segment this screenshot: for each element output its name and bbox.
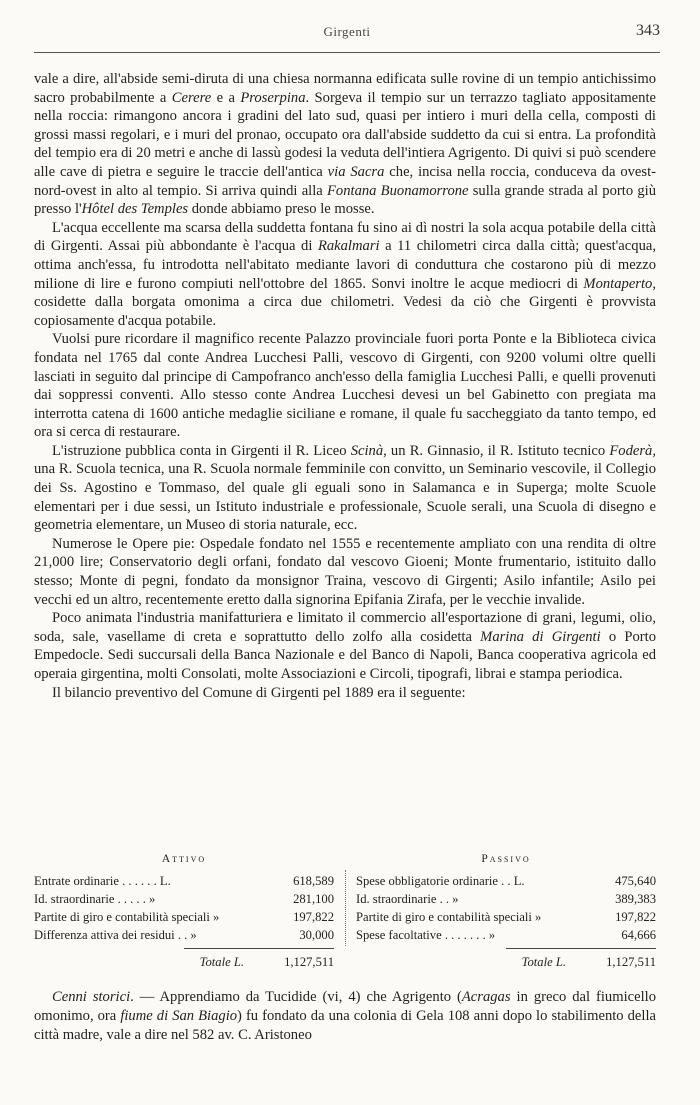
cenni-storici-section <box>34 988 656 1045</box>
text-run: o Porto Empedocle. Sedi succursali della Banca Nazionale e del Banco di Napoli, Banca cooperativa agricola ed operaia girgentina, molti Consolati, molte Associazioni e Circoli, tipografi, librai e stampa periodica. <box>34 628 657 682</box>
paragraph <box>34 330 656 442</box>
text-run: donde abbiamo preso le mosse. <box>188 201 375 218</box>
text-run: ) fu fondato da una colonia di Gela 108 anni dopo lo stabilimento della città madre, vale a dire nel 582 av. C. Aristoneo <box>34 1008 656 1043</box>
italic-text-run: via Sacra <box>327 163 385 180</box>
italic-text-run: Foderà <box>609 442 653 459</box>
budget-passivo-column <box>356 850 656 973</box>
paragraph <box>34 535 656 609</box>
italic-text-run: Proserpina <box>240 89 306 106</box>
text-run: , una R. Scuola tecnica, una R. Scuola normale femminile con convitto, un Seminario vescovile, il Collegio dei Ss. Agostino e Tommaso, del quale gli eguali sono in Salamanca e in Superga; molte Scuole elementari per i due sessi, un Istituto industriale e professionale, Scuole serali, una Scuola di disegno e geometria elementare, un Museo di storia naturale, ecc. <box>34 442 656 534</box>
paragraph <box>34 219 656 331</box>
italic-text-run: Cenni storici <box>52 989 131 1005</box>
budget-row <box>34 872 334 890</box>
text-run: Numerose le Opere pie: Ospedale fondato nel 1555 e recentemente ampliato con una rendita di oltre 21,000 lire; Conservatorio degli orfani, fondato dal vescovo Gioeni; Monte frumentario, istituito dallo stesso; Monte di pegni, fondato da monsignor Traina, vescovo di Girgenti; Asilo infantile; Asilo pei vecchi ed un altro, recentemente eretto dalla signorina Epifania Zirafa, per le vecchie invalide. <box>34 535 656 608</box>
budget-row-label: Differenza attiva dei residui . . » <box>34 928 197 942</box>
budget-passivo-heading: Passivo <box>481 853 531 865</box>
budget-row <box>356 872 656 890</box>
budget-column-divider <box>345 870 346 946</box>
budget-attivo-column <box>34 850 334 973</box>
budget-row-label: Entrate ordinarie . . . . . . L. <box>34 874 171 888</box>
text-run: . Sorgeva il tempio sur un terrazzo tagliato appositamente nella roccia: rimangono ancora i gradini del lato sud, quasi per intiero i muri della cella, composti di grossi massi regolari, e i muri del pronao, occupato ora dall'abside suddetto da cui si entra. La profondità del tempio era di 20 metri e anche di lassù godesi la veduta dell'intiera Agrigento. Di quivi si può scendere alle cave di pietra e seguire le traccie dell'antica <box>34 89 656 180</box>
budget-row-label: Id. straordinarie . . . . . » <box>34 892 156 906</box>
budget-total-rule <box>184 948 334 949</box>
budget-total-label: Totale L. <box>521 955 566 969</box>
budget-row <box>356 926 656 944</box>
cenni-storici-paragraph <box>34 988 656 1045</box>
paragraph <box>34 684 656 703</box>
text-run: L'acqua eccellente ma scarsa della suddetta fontana fu sino ai dì nostri la sola acqua potabile della città di Girgenti. Assai più abbondante è l'acqua di <box>34 219 656 255</box>
budget-row-label: Partite di giro e contabilità speciali » <box>356 910 542 924</box>
budget-row-amount: 64,666 <box>621 928 656 942</box>
text-run: e a <box>211 89 241 106</box>
budget-row-label: Spese facoltative . . . . . . . » <box>356 928 496 942</box>
text-run: in greco dal fiumicello omonimo, ora <box>34 989 656 1024</box>
budget-row-label: Partite di giro e contabilità speciali » <box>34 910 220 924</box>
budget-row <box>34 908 334 926</box>
text-run: vale a dire, all'abside semi-diruta di una chiesa normanna edificata sulle rovine di un tempio antichissimo sacro probabilmente a <box>34 71 656 106</box>
budget-row <box>34 890 334 908</box>
text-run: . — Apprendiamo da Tucidide (vi, 4) che Agrigento ( <box>130 989 462 1005</box>
budget-row-label: Spese obbligatorie ordinarie . . L. <box>356 874 525 888</box>
budget-row-amount: 197,822 <box>615 910 656 924</box>
budget-total-label: Totale L. <box>199 955 244 969</box>
body-text <box>34 70 656 702</box>
budget-total <box>356 953 656 973</box>
budget-total <box>34 953 334 973</box>
budget-attivo-heading: Attivo <box>161 853 207 865</box>
text-run: L'istruzione pubblica conta in Girgenti il R. Liceo <box>52 442 351 459</box>
budget-row-amount: 281,100 <box>293 892 334 906</box>
text-run: Poco animata l'industria manifatturiera e limitato il commercio all'esportazione di grani, legumi, olio, soda, sale, vasellame di creta e soprattutto dello zolfo alla cosidetta <box>34 610 656 645</box>
text-run: Vuolsi pure ricordare il magnifico recente Palazzo provinciale fuori porta Ponte e la Biblioteca civica fondata nel 1765 dal conte Andrea Lucchesi Palli, vescovo di Girgenti, con 9200 volumi oltre quelli lasciati in seguito dal principe di Campofranco anch'esso della famiglia Lucchesi Palli, e quelli provenuti dai soppressi conventi. Allo stesso conte Andrea Lucchesi devesi un bel Gabinetto con pregiata ma interrotta catena di 1600 antiche medaglie siciliane e romane, il quale fu saccheggiato da tanto tempo, ed ora si cerca di restaurare. <box>34 331 656 441</box>
paragraph <box>34 609 656 683</box>
budget-total-amount: 1,127,511 <box>606 955 656 969</box>
budget-total-rule <box>506 948 656 949</box>
italic-text-run: fiume di San Biagio <box>120 1008 238 1024</box>
paragraph <box>34 442 656 535</box>
paragraph <box>34 70 656 219</box>
italic-text-run: Acragas <box>461 989 511 1005</box>
text-run: che, incisa nella roccia, conduceva da ovest-nord-ovest in alto al tempio. Si arriva quindi alla <box>34 163 656 199</box>
budget-row <box>356 908 656 926</box>
text-run: a 11 chilometri circa dalla città; quest'acqua, ottima anch'essa, fu introdotta nell'abitato mediante lavori di conduttura che costarono più di mezzo milione di lire e furono compiuti nell'ottobre del 1865. Sonvi inoltre le acque mediocri di <box>34 238 656 292</box>
running-header <box>34 22 660 53</box>
italic-text-run: Fontana Buonamorrone <box>327 182 469 199</box>
italic-text-run: Hôtel des Temples <box>81 201 189 218</box>
budget-row <box>34 926 334 944</box>
text-run: sulla grande strada al porto giù presso l' <box>34 182 656 218</box>
italic-text-run: Scinà <box>350 442 384 459</box>
budget-row-amount: 389,383 <box>615 892 656 906</box>
italic-text-run: Rakalmari <box>317 238 380 255</box>
text-run: Il bilancio preventivo del Comune di Girgenti pel 1889 era il seguente: <box>52 684 466 701</box>
running-title: Girgenti <box>323 24 371 39</box>
budget-row-amount: 197,822 <box>293 910 334 924</box>
page-number: 343 <box>636 22 660 39</box>
italic-text-run: Marina di Girgenti <box>480 628 601 645</box>
text-run: , un R. Ginnasio, il R. Istituto tecnico <box>383 442 610 459</box>
budget-row-amount: 475,640 <box>615 874 656 888</box>
budget-total-amount: 1,127,511 <box>284 955 334 969</box>
budget-row-amount: 30,000 <box>299 928 334 942</box>
italic-text-run: Montaperto <box>583 275 653 292</box>
italic-text-run: Cerere <box>171 89 212 106</box>
text-run: , cosidette dalla borgata omonima a circa due chilometri. Vedesi da ciò che Girgenti è provvista copiosamente d'acqua potabile. <box>34 275 656 329</box>
budget-row <box>356 890 656 908</box>
budget-row-amount: 618,589 <box>293 874 334 888</box>
budget-row-label: Id. straordinarie . . » <box>356 892 459 906</box>
